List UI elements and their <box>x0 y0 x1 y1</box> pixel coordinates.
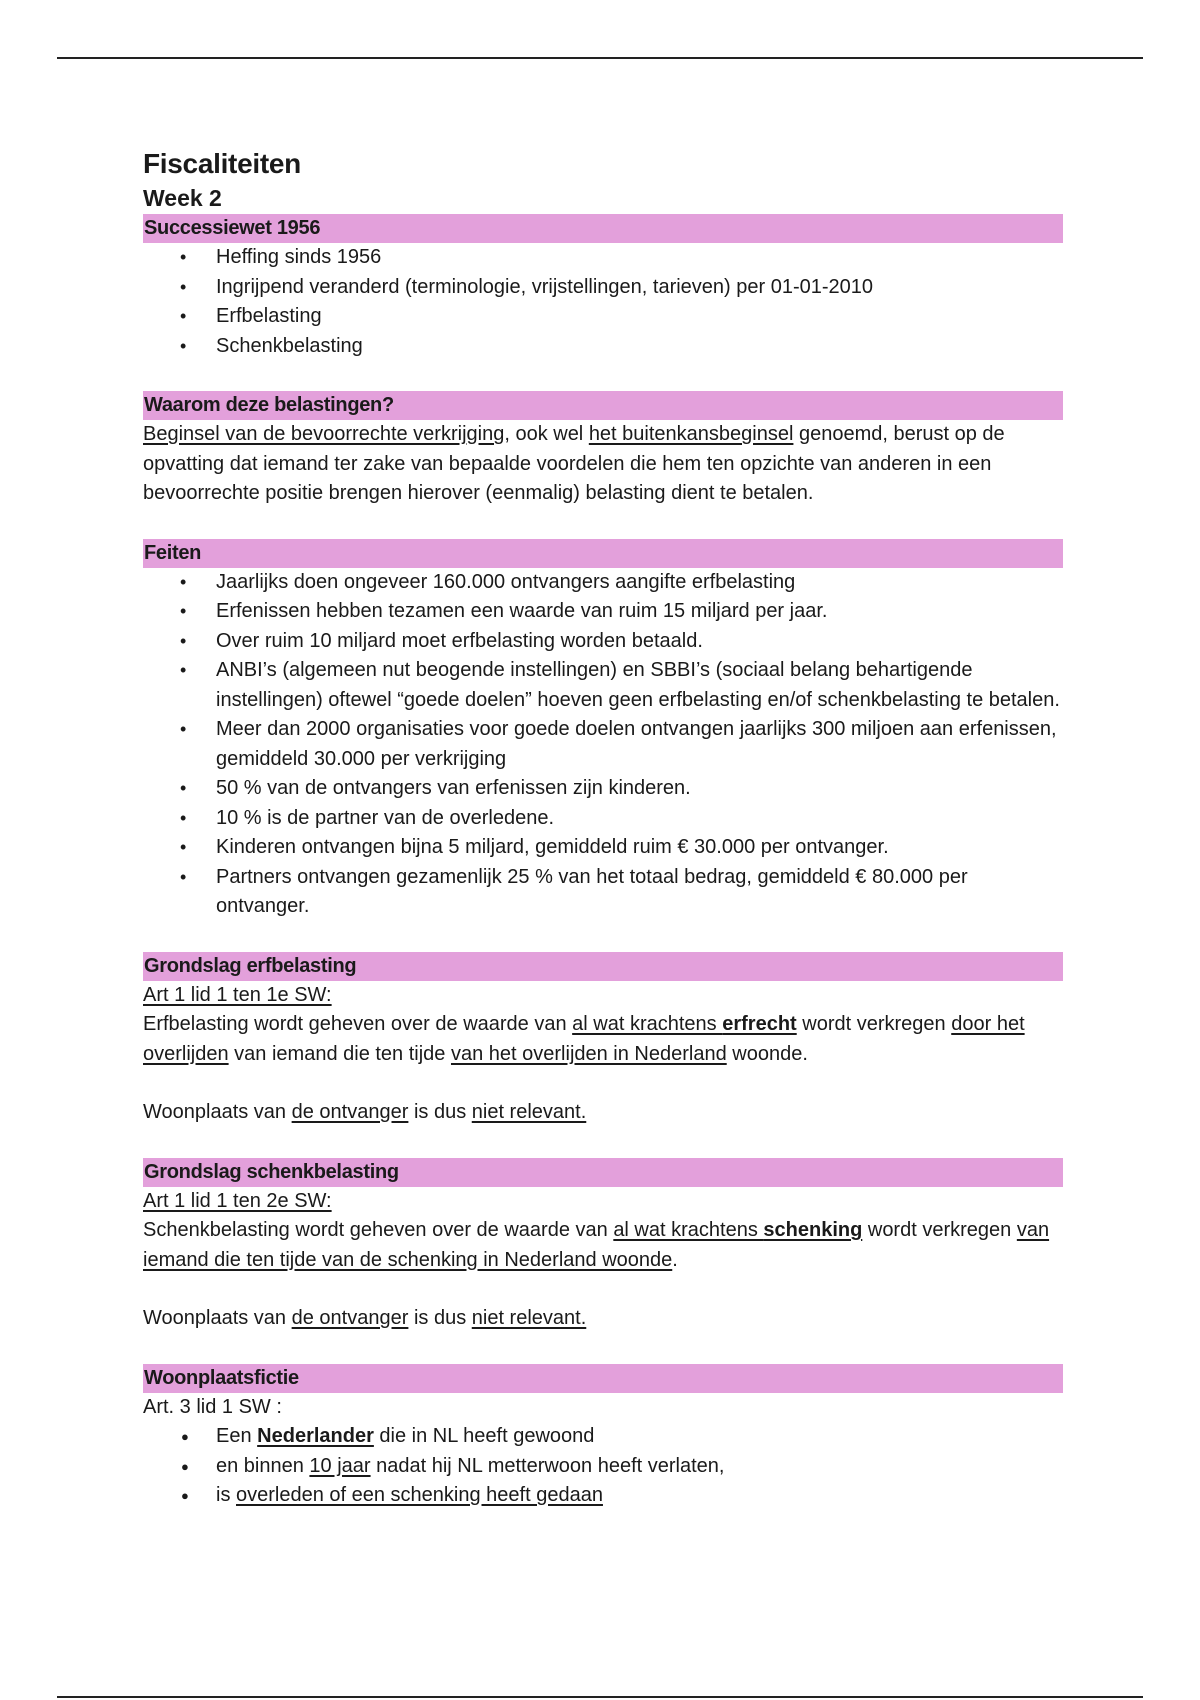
list-item: • Kinderen ontvangen bijna 5 miljard, gemiddeld ruim € 30.000 per ontvanger. <box>143 833 1063 863</box>
article-reference: Art. 3 lid 1 SW : <box>143 1395 282 1418</box>
term-nederlander: Nederlander <box>257 1425 374 1447</box>
section-header-waarom: Waarom deze belastingen? <box>143 391 1063 420</box>
text-underlined: van iemand die ten tijde van de schenking in Nederland woonde <box>143 1219 1050 1271</box>
text-underlined: niet relevant. <box>471 1307 587 1329</box>
list-item: • Jaarlijks doen ongeveer 160.000 ontvangers aangifte erfbelasting <box>143 568 1063 598</box>
article-reference: Art 1 lid 1 ten 2e SW: <box>143 1189 332 1212</box>
list-item <box>143 1481 1063 1511</box>
section-header-feiten: Feiten <box>143 539 1063 568</box>
text-fragment: , ook wel <box>504 423 589 445</box>
bottom-rule <box>57 1696 1143 1698</box>
text-fragment: van iemand die ten tijde <box>228 1042 451 1065</box>
doc-week: Week 2 <box>143 185 222 211</box>
text-fragment: en binnen <box>216 1454 310 1477</box>
list-item: • Erfbelasting <box>143 302 1063 332</box>
grondslag-erf-paragraph <box>143 1010 1063 1069</box>
text-fragment: nadat hij NL metterwoon heeft verlaten, <box>370 1454 725 1477</box>
text-underlined: overleden of een schenking heeft gedaan <box>236 1484 603 1506</box>
doc-title: Fiscaliteiten <box>143 148 301 179</box>
list-item: • 50 % van de ontvangers van erfenissen zijn kinderen. <box>143 774 1063 804</box>
section-header-grondslag-schenkbelasting: Grondslag schenkbelasting <box>143 1158 1063 1187</box>
list-item <box>143 1452 1063 1482</box>
successiewet-list <box>143 243 1063 361</box>
waarom-paragraph <box>143 420 1063 509</box>
text-underlined: niet relevant. <box>471 1101 587 1123</box>
article-reference: Art 1 lid 1 ten 1e SW: <box>143 983 332 1006</box>
list-item: • Ingrijpend veranderd (terminologie, vrijstellingen, tarieven) per 01-01-2010 <box>143 273 1063 303</box>
list-item: • Partners ontvangen gezamenlijk 25 % van het totaal bedrag, gemiddeld € 80.000 per ontvanger. <box>143 863 1063 922</box>
list-item: • Erfenissen hebben tezamen een waarde van ruim 15 miljard per jaar. <box>143 597 1063 627</box>
text-underlined: door het overlijden <box>143 1013 1025 1065</box>
section-header-grondslag-erfbelasting: Grondslag erfbelasting <box>143 952 1063 981</box>
text-fragment: die in NL heeft gewoond <box>373 1425 595 1447</box>
woonplaats-note <box>143 1098 1063 1128</box>
text-fragment: woonde. <box>726 1042 808 1065</box>
text-underlined: al wat krachtens <box>613 1219 764 1241</box>
text-fragment: Woonplaats van <box>143 1101 292 1123</box>
list-item: • ANBI’s (algemeen nut beogende instellingen) en SBBI’s (sociaal belang behartigende instellingen) oftewel “goede doelen” hoeven geen erfbelasting en/of schenkbelasting te betalen. <box>143 656 1063 715</box>
list-item: • Over ruim 10 miljard moet erfbelasting worden betaald. <box>143 627 1063 657</box>
grondslag-schenk-paragraph <box>143 1216 1063 1275</box>
woonplaats-note <box>143 1304 1063 1334</box>
text-fragment: is dus <box>408 1307 472 1329</box>
text-fragment: genoemd, berust op de opvatting dat iemand ter zake van bepaalde voordelen die hem ten opzichte van anderen in een bevoorrechte positie brengen hierover (eenmalig) belasting dient te betalen. <box>143 423 1005 504</box>
feiten-list <box>143 568 1063 922</box>
term-10-jaar: 10 jaar <box>309 1454 371 1477</box>
text-underlined: de ontvanger <box>291 1307 409 1329</box>
list-item: • Heffing sinds 1956 <box>143 243 1063 273</box>
top-rule <box>57 57 1143 59</box>
section-header-woonplaatsfictie: Woonplaatsfictie <box>143 1364 1063 1393</box>
list-item: • 10 % is de partner van de overledene. <box>143 804 1063 834</box>
text-fragment: is dus <box>408 1101 472 1123</box>
text-underlined: de ontvanger <box>291 1101 409 1123</box>
text-underlined: al wat krachtens <box>572 1013 723 1035</box>
text-underlined: van het overlijden in Nederland <box>450 1042 727 1065</box>
text-fragment: is <box>216 1484 236 1506</box>
text-fragment: Woonplaats van <box>143 1307 292 1329</box>
section-header-successiewet: Successiewet 1956 <box>143 214 1063 243</box>
text-fragment: wordt verkregen <box>796 1013 952 1035</box>
list-item: • Schenkbelasting <box>143 332 1063 362</box>
text-fragment: Erfbelasting wordt geheven over de waarde van <box>143 1013 573 1035</box>
text-fragment: Een <box>216 1425 258 1447</box>
text-fragment: Schenkbelasting wordt geheven over de waarde van <box>143 1219 614 1241</box>
list-item: • Meer dan 2000 organisaties voor goede doelen ontvangen jaarlijks 300 miljoen aan erfenissen, gemiddeld 30.000 per verkrijging <box>143 715 1063 774</box>
woonplaatsfictie-list <box>143 1422 1063 1511</box>
text-fragment: . <box>672 1248 678 1271</box>
term-erfrecht: erfrecht <box>722 1013 797 1035</box>
text-fragment: wordt verkregen <box>862 1219 1017 1241</box>
list-item <box>143 1422 1063 1452</box>
document-body <box>143 146 1063 1511</box>
term-schenking: schenking <box>763 1219 863 1241</box>
term-beginsel: Beginsel van de bevoorrechte verkrijging <box>143 423 505 445</box>
term-buitenkansbeginsel: het buitenkansbeginsel <box>588 423 794 445</box>
